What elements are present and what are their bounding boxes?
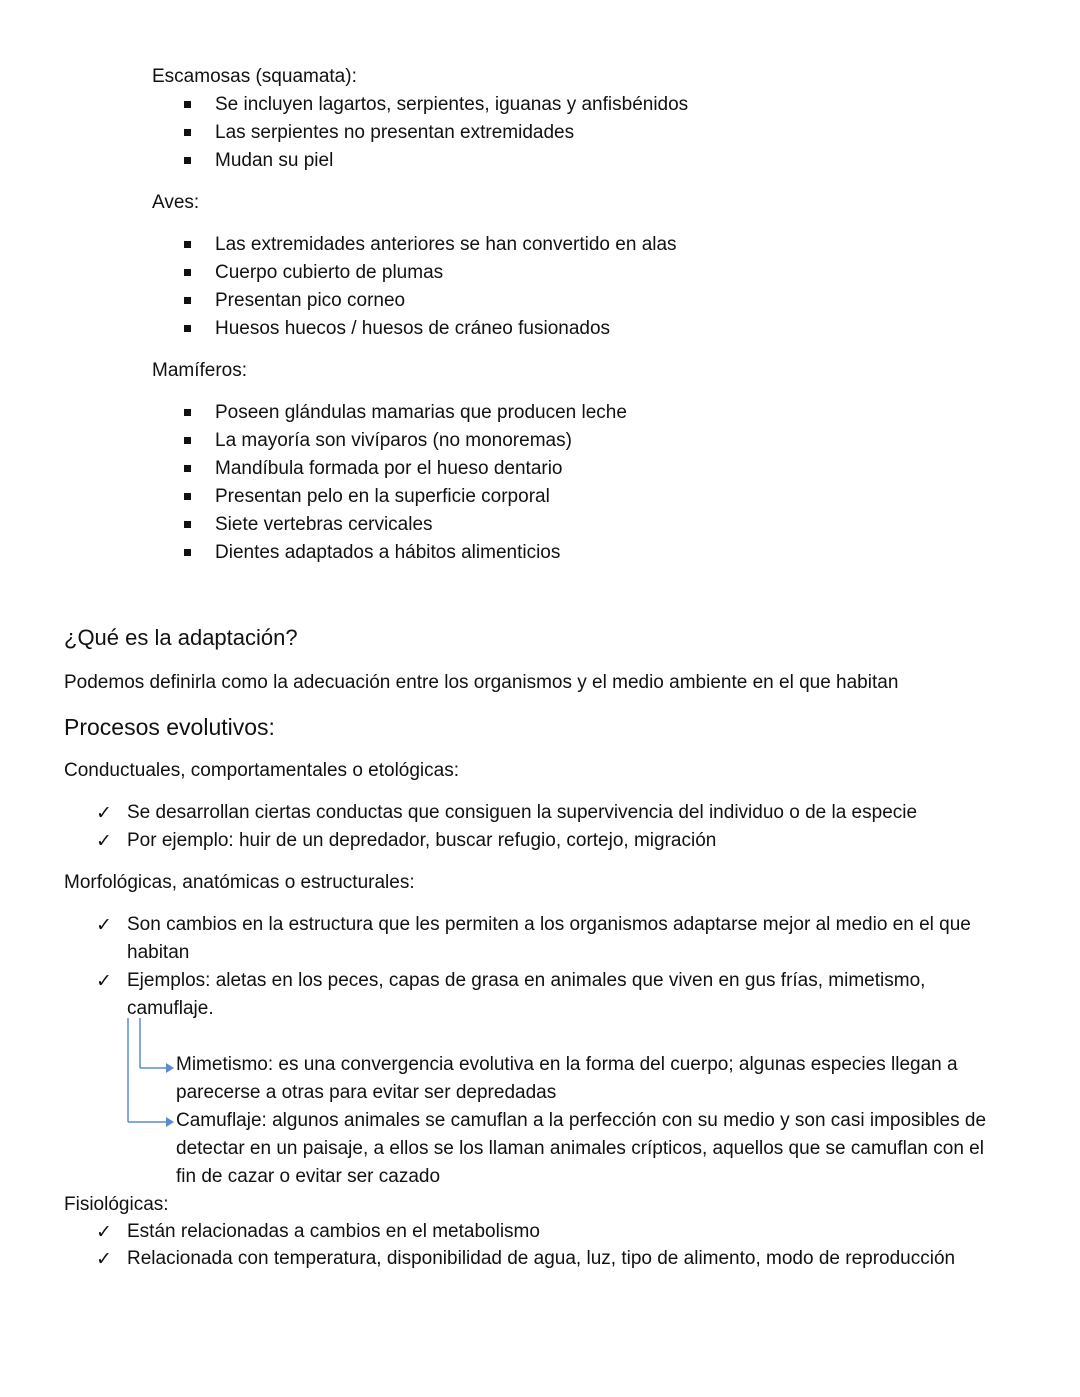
list-item: Mudan su piel bbox=[215, 150, 334, 171]
list-item: Las extremidades anteriores se han convertido en alas bbox=[215, 234, 677, 255]
subheading-fisiologicas: Fisiológicas: bbox=[64, 1194, 169, 1215]
square-bullet-icon bbox=[184, 129, 191, 136]
list-item: Huesos huecos / huesos de cráneo fusionados bbox=[215, 318, 611, 339]
sub-list-item-camuflaje: Camuflaje: algunos animales se camuflan a la perfección con su medio y son casi imposibles de detectar en un paisaje, a ellos se los llaman animales crípticos, aquellos que se camuflan con el fin de cazar o evitar ser cazado bbox=[176, 1110, 987, 1187]
list-item: Ejemplos: aletas en los peces, capas de grasa en animales que viven en gus frías, mimetismo, camuflaje. bbox=[127, 970, 926, 1019]
section-title-adaptacion: ¿Qué es la adaptación? bbox=[64, 625, 298, 650]
square-bullet-icon bbox=[184, 297, 191, 304]
list-item: Mandíbula formada por el hueso dentario bbox=[215, 458, 563, 479]
tree-connector-arrows bbox=[120, 1018, 180, 1130]
checkmark-icon: ✓ bbox=[96, 830, 112, 852]
list-item: Poseen glándulas mamarias que producen leche bbox=[215, 402, 627, 423]
checkmark-icon: ✓ bbox=[96, 802, 112, 824]
definition-text: Podemos definirla como la adecuación entre los organismos y el medio ambiente en el que habitan bbox=[64, 672, 899, 693]
section-heading-mamiferos: Mamíferos: bbox=[152, 360, 248, 381]
list-item: La mayoría son vivíparos (no monoremas) bbox=[215, 430, 572, 451]
checkmark-icon: ✓ bbox=[96, 970, 112, 992]
section-heading-escamosas: Escamosas (squamata): bbox=[152, 66, 357, 87]
square-bullet-icon bbox=[184, 409, 191, 416]
checkmark-icon: ✓ bbox=[96, 1248, 112, 1270]
square-bullet-icon bbox=[184, 325, 191, 332]
list-item: Se incluyen lagartos, serpientes, iguanas y anfisbénidos bbox=[215, 94, 689, 115]
subheading-morfologicas: Morfológicas, anatómicas o estructurales: bbox=[64, 872, 415, 893]
list-item: Por ejemplo: huir de un depredador, buscar refugio, cortejo, migración bbox=[127, 830, 717, 851]
square-bullet-icon bbox=[184, 521, 191, 528]
square-bullet-icon bbox=[184, 241, 191, 248]
square-bullet-icon bbox=[184, 157, 191, 164]
sub-list-item-mimetismo: Mimetismo: es una convergencia evolutiva en la forma del cuerpo; algunas especies llegan a parecerse a otras para evitar ser depredadas bbox=[176, 1054, 958, 1103]
subheading-conductuales: Conductuales, comportamentales o etológicas: bbox=[64, 760, 460, 781]
list-item: Las serpientes no presentan extremidades bbox=[215, 122, 575, 143]
list-item: Están relacionadas a cambios en el metabolismo bbox=[127, 1221, 540, 1242]
square-bullet-icon bbox=[184, 269, 191, 276]
checkmark-icon: ✓ bbox=[96, 1221, 112, 1243]
square-bullet-icon bbox=[184, 465, 191, 472]
list-item: Relacionada con temperatura, disponibilidad de agua, luz, tipo de alimento, modo de reproducción bbox=[127, 1248, 956, 1269]
square-bullet-icon bbox=[184, 437, 191, 444]
section-title-procesos: Procesos evolutivos: bbox=[64, 714, 275, 740]
section-heading-aves: Aves: bbox=[152, 192, 200, 213]
list-item: Dientes adaptados a hábitos alimenticios bbox=[215, 542, 561, 563]
list-item: Se desarrollan ciertas conductas que consiguen la supervivencia del individuo o de la especie bbox=[127, 802, 918, 823]
square-bullet-icon bbox=[184, 101, 191, 108]
list-item: Siete vertebras cervicales bbox=[215, 514, 433, 535]
checkmark-icon: ✓ bbox=[96, 914, 112, 936]
list-item: Son cambios en la estructura que les permiten a los organismos adaptarse mejor al medio en el que habitan bbox=[127, 914, 971, 963]
list-item: Cuerpo cubierto de plumas bbox=[215, 262, 444, 283]
square-bullet-icon bbox=[184, 549, 191, 556]
square-bullet-icon bbox=[184, 493, 191, 500]
list-item: Presentan pico corneo bbox=[215, 290, 406, 311]
list-item: Presentan pelo en la superficie corporal bbox=[215, 486, 550, 507]
